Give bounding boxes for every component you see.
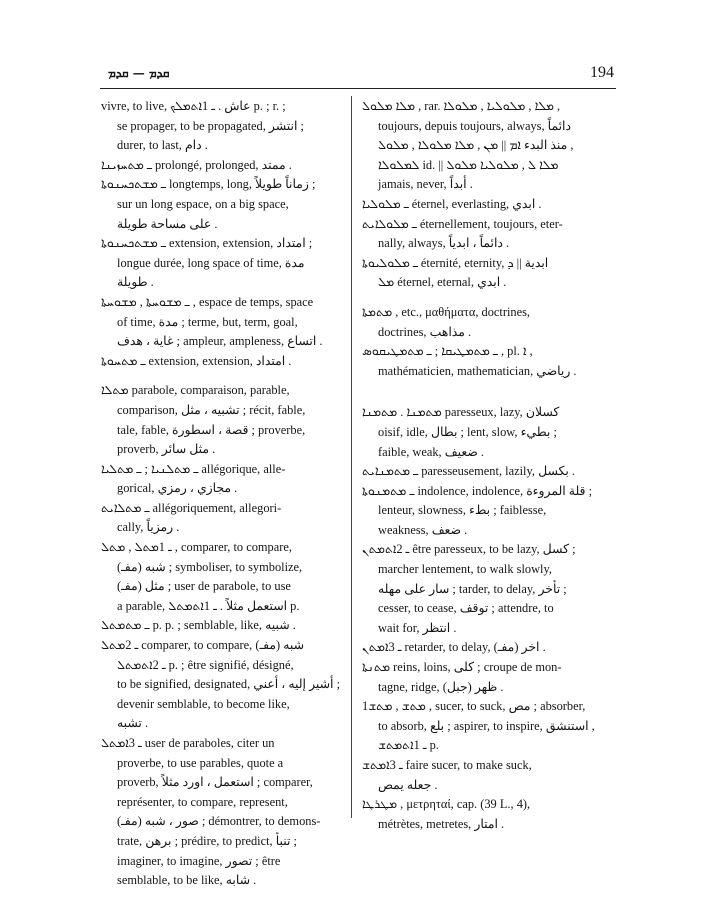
right-line: ـ ܡܠܘܠܝܘܬܐ éternité, eternity, ابدية || ܕ (362, 255, 549, 270)
left-line: représenter, to compare, represent, (117, 794, 288, 809)
right-line: سار على مهله ; tarder, to delay, تأخر ; (378, 581, 567, 596)
right-column (362, 97, 614, 834)
left-line: ـ ܡܬܡܬܠ p. p. ; semblable, like, شبيه . (101, 618, 296, 633)
right-line: lenteur, slowness, بطء ; faiblesse, (378, 503, 547, 518)
left-line: se propager, to be propagated, انتشر ; (117, 118, 304, 133)
right-line: tagne, ridge, ظهر (جبل) . (378, 679, 504, 694)
right-line: ـ 2ܐܬܡܬܢ être paresseux, to be lazy, كسل ; (362, 542, 576, 557)
right-line: ـ ܡܬܡܢܘܬܐ indolence, indolence, قلة المروءة ; (362, 483, 593, 498)
right-line: جعله يمص . (378, 777, 438, 792)
left-line: ـ 3ܐܡܬܠ user de paraboles, citer un (101, 736, 275, 750)
left-line: of time, مدة ; terme, but, term, goal, (117, 314, 298, 329)
right-line: wait for, انتظر . (378, 620, 457, 635)
right-line: to absorb, بلع ; aspirer, to inspire, استنشق , (378, 718, 595, 733)
right-line: métrètes, metretes, امتار . (378, 816, 505, 831)
left-line: proverb, استعمل ، اورد مثلاً ; comparer, (117, 775, 313, 790)
left-line: صور ، شبه (مفـ) ; démontrer, to demons- (117, 814, 321, 829)
right-line: cesser, to cease, توقف ; attendre, to (378, 601, 554, 616)
entry-gap (362, 293, 614, 303)
right-line: ܡܬܡܬܐ , etc., μαθήματα, doctrines, (362, 304, 531, 319)
left-line: ـ ܡܬܚܙܝܢܐ prolongé, prolonged, ممتد . (101, 157, 292, 172)
left-line: مثل (مفـ) ; user de parabole, to use (117, 579, 291, 594)
right-line: ܡܛܪܛܐ , μετρηταί, cap. (39 L., 4), (362, 797, 531, 812)
right-line: jamais, never, أبداً . (378, 177, 473, 192)
right-line: ـ ܡܬܡܢܐܝܬ paresseusement, lazily, بكسل . (362, 464, 575, 479)
left-line: ـ ܡܫܘܚܬܐ , ܡܫܘܚܬܐ , espace de temps, space (101, 294, 314, 309)
right-line: ܡܠܐ ܡܠܘܠ , rar. ܡܠܐ , ܡܠܘܠܝܐ , ܡܠܘܠܐ , (362, 99, 561, 113)
right-line: ـ 1ܐܬܡܬܫ p. (378, 738, 439, 753)
left-line: longue durée, long space of time, مدة (117, 255, 305, 270)
right-line: nally, always, دائماً ، ابدياً . (378, 236, 510, 251)
right-line: toujours, depuis toujours, always, دائماً (378, 118, 572, 133)
left-line: proverbe, to use parables, quote a (117, 755, 284, 770)
page-number: 194 (590, 64, 614, 81)
right-line: ܡܬܡܢܐ . ܡܬܡܢܐ paresseux, lazy, كسلان (362, 405, 560, 420)
left-line: ـ 2ܐܬܡܬܠ p. ; être signifié, désigné, (117, 657, 294, 672)
left-line: imaginer, to imagine, تصور ; être (117, 853, 281, 868)
right-line: doctrines, مذاهب . (378, 324, 472, 339)
right-line: faible, weak, ضعيف . (378, 444, 485, 459)
entry-gap (362, 381, 614, 403)
left-line: ـ ܡܬܚܘܬܐ extension, extension, امتداد . (101, 353, 292, 368)
left-line: تشبه . (117, 716, 149, 731)
left-line: sur un long espace, on a big space, (117, 196, 289, 211)
left-line: trate, برهن ; prédire, to predict, تنبأ ; (117, 833, 297, 848)
left-line: ـ ܡܬܠܐܝܬ allégoriquement, allegori- (101, 500, 282, 515)
right-line: weakness, ضعف . (378, 522, 468, 537)
right-line: mathématicien, mathematician, رياضي . (378, 363, 577, 378)
column-divider (351, 96, 352, 818)
left-line: طويلة . (117, 275, 154, 290)
left-line: ـ ܡܫܬܟܚܢܘܬܐ longtemps, long, زماناً طويلاً ; (101, 177, 316, 192)
left-line: على مساحة طويلة . (117, 216, 218, 231)
right-line: ـ 3ܐܡܬܢ retarder, to delay, اخر (مفـ) . (362, 640, 546, 655)
left-line: proverb, مثل سائر . (117, 442, 216, 457)
left-line: comparison, تشبيه ، مثل ; récit, fable, (117, 402, 306, 417)
page-header (100, 64, 614, 86)
left-line: tale, fable, قصة ، اسطورة ; proverbe, (117, 422, 306, 437)
left-line: gorical, مجازي ، رمزي . (117, 481, 238, 496)
left-line: a parable, استعمل مثلاً . ـ 1ܐܬܡܬܠ p. (117, 598, 300, 613)
entry-gap (101, 371, 343, 381)
running-head: ܩܕܡ — ܩܕܡ (108, 66, 170, 80)
left-line: devenir semblable, to become like, (117, 696, 290, 711)
header-rule (100, 88, 616, 89)
right-line: ـ ܡܬܡܛܝܩܐ ; ـ ܡܬܡܛܝܩܘܣ , pl. ܐ , (362, 344, 533, 359)
left-line: ܡܬܠܐ parabole, comparaison, parable, (101, 383, 290, 398)
left-line: غاية ، هدف ; ampleur, ampleness, اتساع . (117, 334, 323, 349)
left-line: cally, رمزياً . (117, 520, 180, 535)
right-line: 1ܡܬܫ , ܡܬܫ , sucer, to suck, مص ; absorber, (362, 699, 586, 714)
right-line: ܠܡܠܘܠܐ id. || ܡܠܐ ܠ , ܡܠܘܠܝܐ ܡܠܘܠ (378, 157, 559, 172)
left-column (101, 97, 343, 891)
left-line: ـ ܡܫܬܟܚܢܘܬܐ extension, extension, امتداد ; (101, 236, 313, 251)
left-line: to be signified, designated, أشير إليه ، أعني ; (117, 677, 341, 692)
right-line: marcher lentement, to walk slowly, (378, 562, 552, 577)
left-line: durer, to last, دام . (117, 138, 208, 153)
left-line: ـ 1ܡܬܠ , ܡܬܠ , comparer, to compare, (101, 540, 292, 555)
left-line: شبه (مفـ) ; symboliser, to symbolize, (117, 559, 303, 574)
left-line: ـ ܡܬܠܢܝܐ ; ـ ܡܬܠܝܐ allégorique, alle- (101, 461, 286, 476)
right-line: ـ 3ܐܡܬܫ faire sucer, to make suck, (362, 758, 532, 772)
right-line: oisif, idle, بطال ; lent, slow, بطيء ; (378, 424, 557, 439)
right-line: ܡܬܢܬܐ reins, loins, كلى ; croupe de mon- (362, 660, 562, 675)
right-line: ܡܠ éternel, eternal, ابدي . (378, 275, 507, 290)
right-line: ـ ܡܠܘܠܐܝܬ éternellement, toujours, eter- (362, 216, 563, 231)
right-line: منذ البدء ܐܡ || ܡܢ , ܡܠܐ ܡܠܘܠܐ , ܡܠܘܠ , (378, 138, 574, 153)
left-line: semblable, to be like, شابه . (117, 873, 257, 888)
right-line: ـ ܡܠܘܠܝܐ éternel, everlasting, ابدي . (362, 196, 542, 211)
left-line: ـ 2ܡܬܠ comparer, to compare, شبه (مفـ) (101, 638, 305, 653)
left-line: vivre, to live, عاش . ـ 1ܐܬܡܠܟ p. ; r. ; (101, 99, 286, 113)
